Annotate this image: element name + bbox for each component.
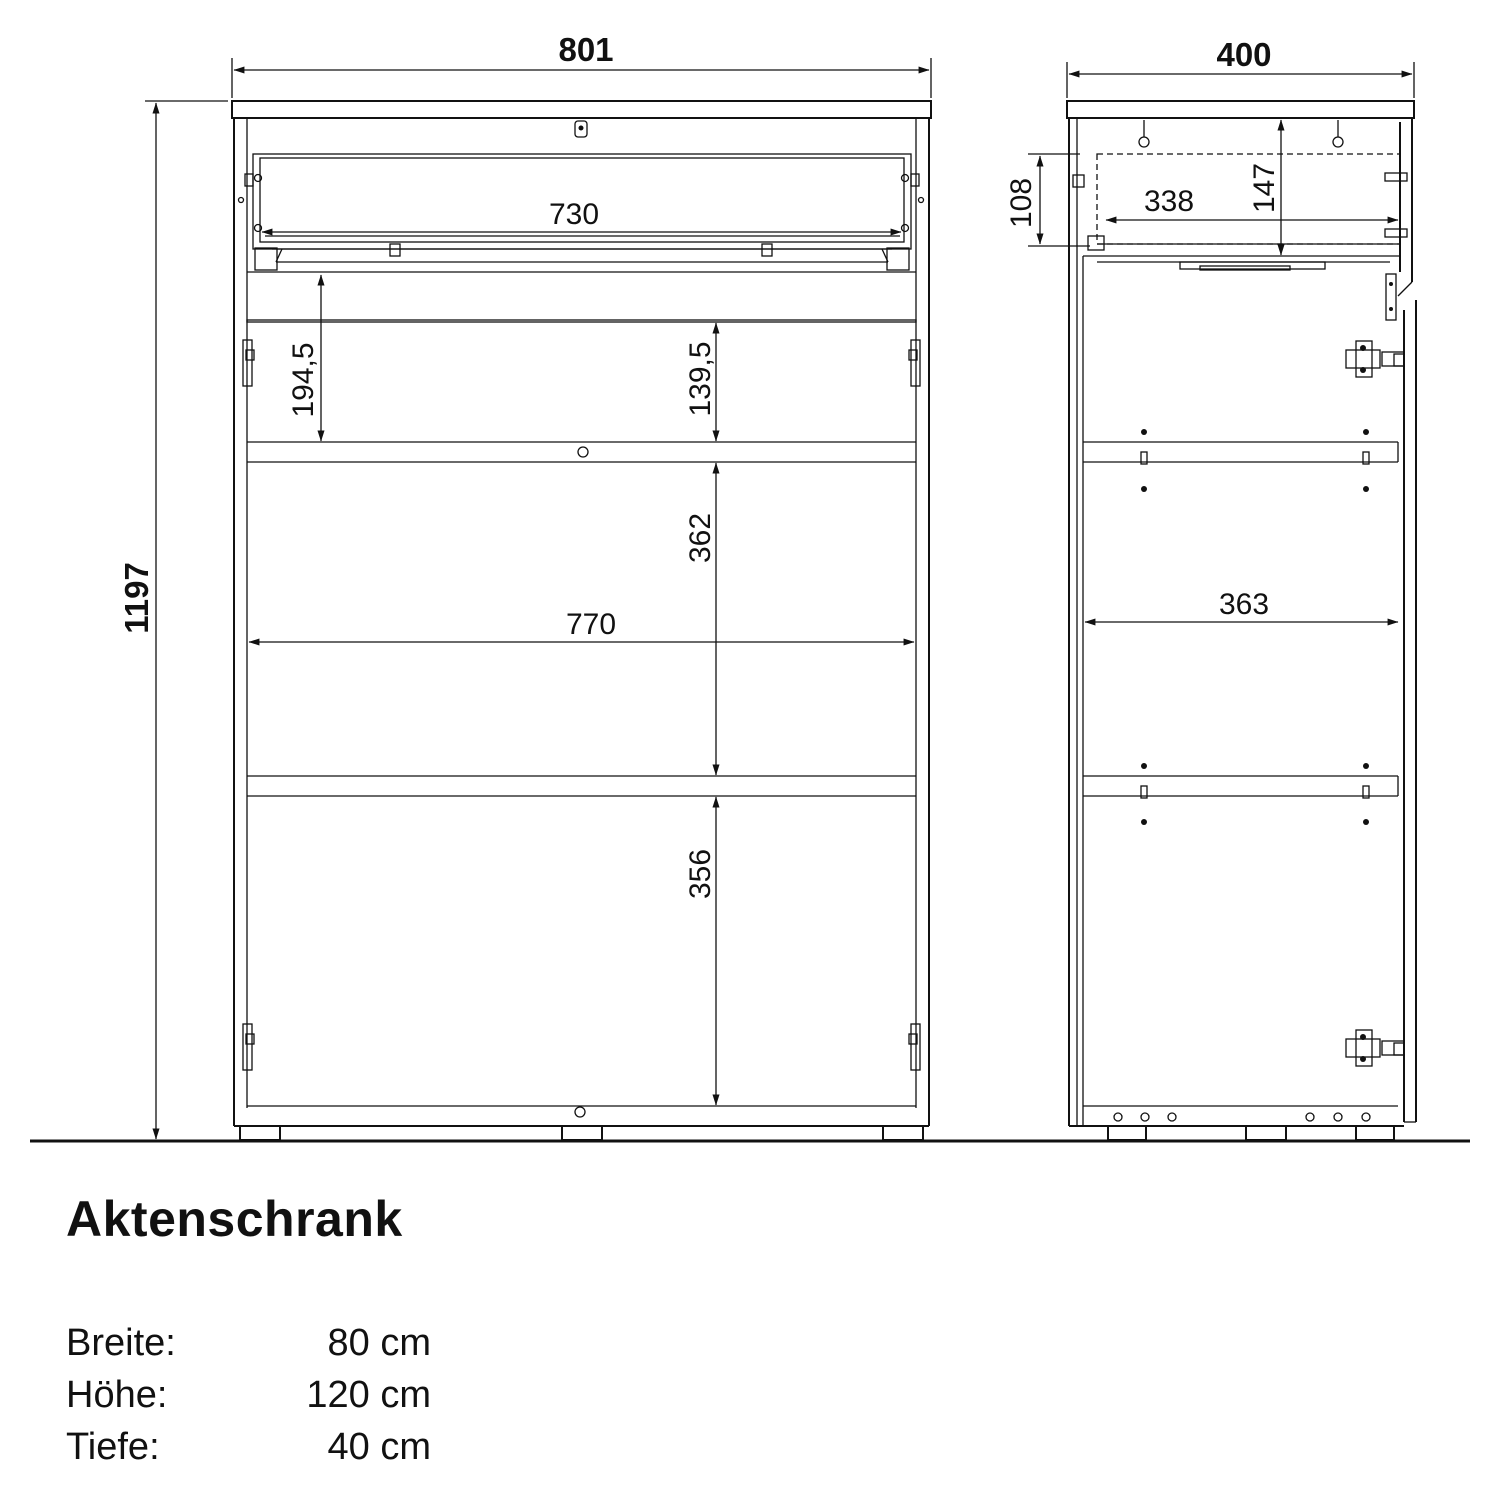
hinge-icon [1346, 341, 1404, 377]
dim-shelf-depth: 363 [1218, 588, 1270, 621]
dim-total-height: 1197 [118, 562, 155, 634]
dim-compartment-height-1: 194,5 [287, 342, 320, 418]
product-title: Aktenschrank [66, 1191, 403, 1247]
spec-label: Breite: [66, 1322, 176, 1364]
dim-compartment-height-4: 356 [684, 848, 717, 900]
dim-side-depth: 400 [1216, 36, 1272, 73]
dim-compartment-height-3: 362 [684, 512, 717, 564]
dim-drawer-inner-width: 730 [548, 198, 600, 231]
dim-shelf-width: 770 [565, 608, 617, 641]
dim-front-width: 801 [558, 31, 614, 68]
hinge-icon [1346, 1030, 1404, 1066]
dim-drawer-depth: 338 [1143, 185, 1195, 218]
dim-drawer-height: 108 [1005, 177, 1038, 229]
spec-value: 120 cm [306, 1374, 431, 1416]
dim-compartment-height-2: 139,5 [684, 341, 717, 417]
dim-drawer-inner-height: 147 [1248, 162, 1281, 214]
spec-value: 40 cm [327, 1426, 431, 1468]
spec-label: Höhe: [66, 1374, 168, 1416]
spec-label: Tiefe: [66, 1426, 160, 1468]
spec-value: 80 cm [327, 1322, 431, 1364]
